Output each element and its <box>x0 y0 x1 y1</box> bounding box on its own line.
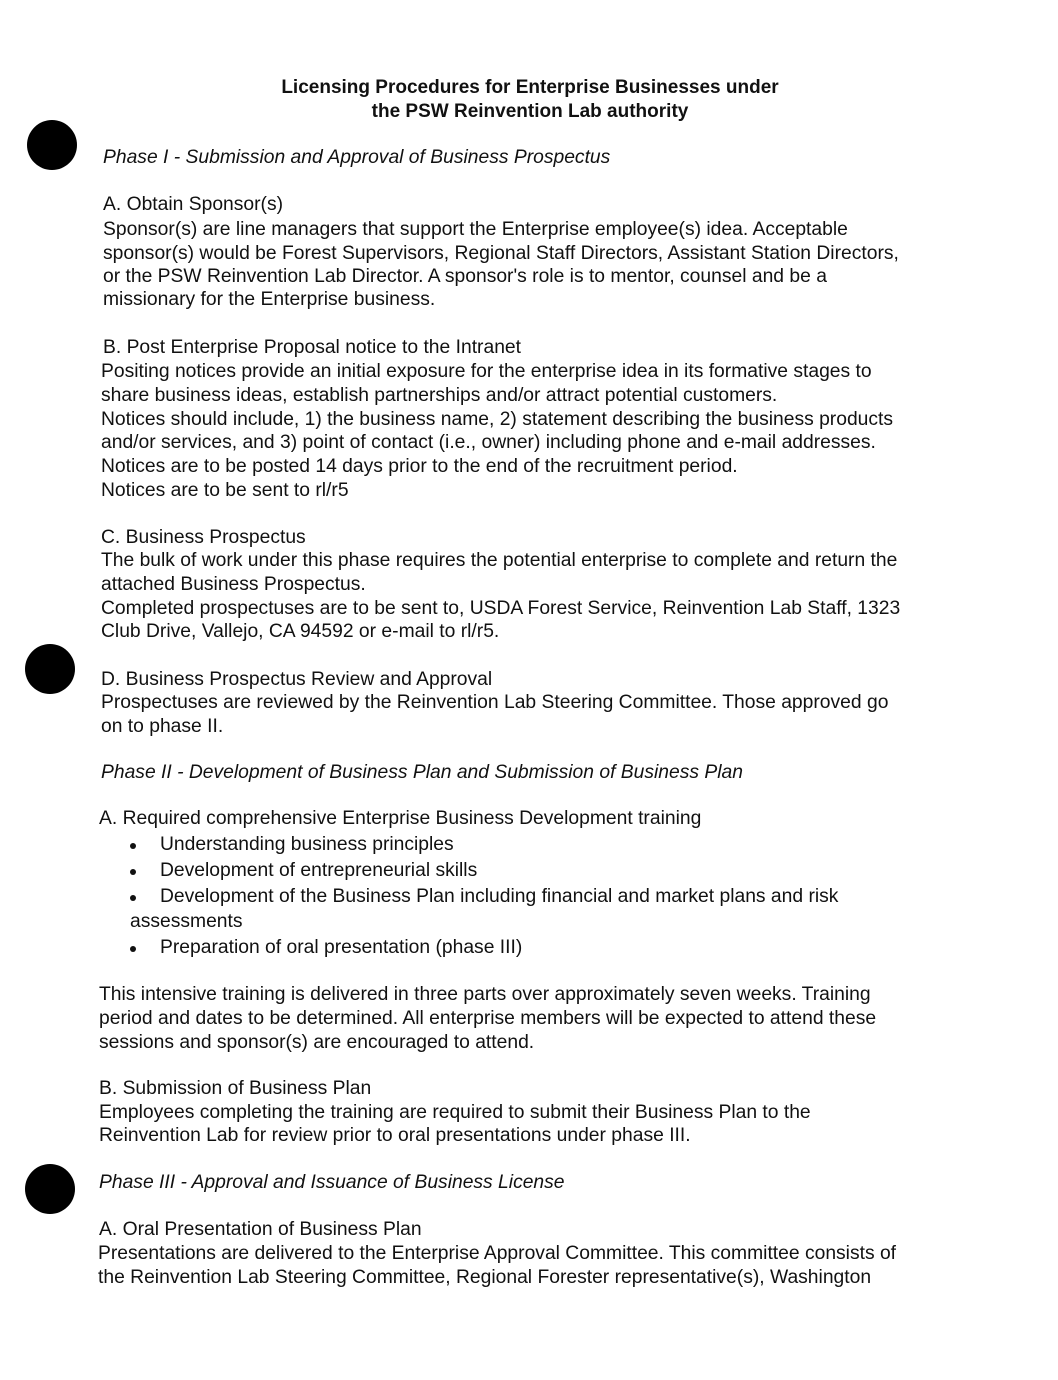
paragraph-line: the Reinvention Lab Steering Committee, Regional Forester representative(s), Washington <box>98 1267 872 1288</box>
paragraph-line: This intensive training is delivered in three parts over approximately seven weeks. Training <box>99 984 871 1005</box>
phase-3-heading: Phase III - Approval and Issuance of Business License <box>99 1172 565 1193</box>
phase-3-a-heading: A. Oral Presentation of Business Plan <box>99 1219 422 1240</box>
paragraph-line: Club Drive, Vallejo, CA 94592 or e-mail to rl/r5. <box>101 621 500 642</box>
phase-1-d-heading: D. Business Prospectus Review and Approval <box>101 669 493 690</box>
paragraph-line: or the PSW Reinvention Lab Director. A sponsor's role is to mentor, counsel and be a <box>103 266 827 287</box>
paragraph-line: Notices should include, 1) the business name, 2) statement describing the business products <box>101 409 894 430</box>
paragraph-line: Employees completing the training are required to submit their Business Plan to the <box>99 1102 811 1123</box>
punch-hole-bottom <box>25 1164 75 1214</box>
phase-2-heading: Phase II - Development of Business Plan and Submission of Business Plan <box>101 762 743 783</box>
paragraph-line: Completed prospectuses are to be sent to, USDA Forest Service, Reinvention Lab Staff, 1323 <box>101 598 901 619</box>
paragraph-line: missionary for the Enterprise business. <box>103 289 436 310</box>
paragraph-line: Prospectuses are reviewed by the Reinvention Lab Steering Committee. Those approved go <box>101 692 889 713</box>
phase-1-c-heading: C. Business Prospectus <box>101 527 306 548</box>
document-title <box>200 76 860 124</box>
paragraph-line: on to phase II. <box>101 716 224 737</box>
bullet-item: Development of entrepreneurial skills <box>160 860 478 881</box>
bullet-dot <box>130 895 136 901</box>
paragraph-line: period and dates to be determined. All enterprise members will be expected to attend these <box>99 1008 877 1029</box>
paragraph-line: Sponsor(s) are line managers that support the Enterprise employee(s) idea. Acceptable <box>103 219 848 240</box>
paragraph-line: sponsor(s) would be Forest Supervisors, Regional Staff Directors, Assistant Station Directors, <box>103 243 899 264</box>
paragraph-line: and/or services, and 3) point of contact (i.e., owner) including phone and e-mail addresses. <box>101 432 876 453</box>
title-line-2: the PSW Reinvention Lab authority <box>371 101 689 122</box>
punch-hole-top <box>27 120 77 170</box>
bullet-item-continuation: assessments <box>130 911 243 932</box>
punch-hole-middle <box>25 644 75 694</box>
phase-1-b-heading: B. Post Enterprise Proposal notice to the Intranet <box>103 337 521 358</box>
phase-1-heading: Phase I - Submission and Approval of Business Prospectus <box>103 147 611 168</box>
paragraph-line: share business ideas, establish partnerships and/or attract potential customers. <box>101 385 778 406</box>
bullet-item: Development of the Business Plan including financial and market plans and risk <box>160 886 839 907</box>
bullet-dot <box>130 843 136 849</box>
paragraph-line: The bulk of work under this phase requires the potential enterprise to complete and return the <box>101 550 898 571</box>
paragraph-line: Notices are to be posted 14 days prior to the end of the recruitment period. <box>101 456 738 477</box>
paragraph-line: Presentations are delivered to the Enterprise Approval Committee. This committee consists of <box>98 1243 897 1264</box>
paragraph-line: Positing notices provide an initial exposure for the enterprise idea in its formative stages to <box>101 361 872 382</box>
phase-1-a-heading: A. Obtain Sponsor(s) <box>103 194 284 215</box>
bullet-item: Understanding business principles <box>160 834 454 855</box>
paragraph-line: Reinvention Lab for review prior to oral presentations under phase III. <box>99 1125 691 1146</box>
bullet-item: Preparation of oral presentation (phase III) <box>160 937 523 958</box>
phase-2-a-heading: A. Required comprehensive Enterprise Business Development training <box>99 808 702 829</box>
paragraph-line: Notices are to be sent to rl/r5 <box>101 480 349 501</box>
phase-2-b-heading: B. Submission of Business Plan <box>99 1078 372 1099</box>
paragraph-line: attached Business Prospectus. <box>101 574 366 595</box>
title-line-1: Licensing Procedures for Enterprise Businesses under <box>281 77 779 98</box>
paragraph-line: sessions and sponsor(s) are encouraged to attend. <box>99 1032 535 1053</box>
bullet-dot <box>130 946 136 952</box>
bullet-dot <box>130 869 136 875</box>
